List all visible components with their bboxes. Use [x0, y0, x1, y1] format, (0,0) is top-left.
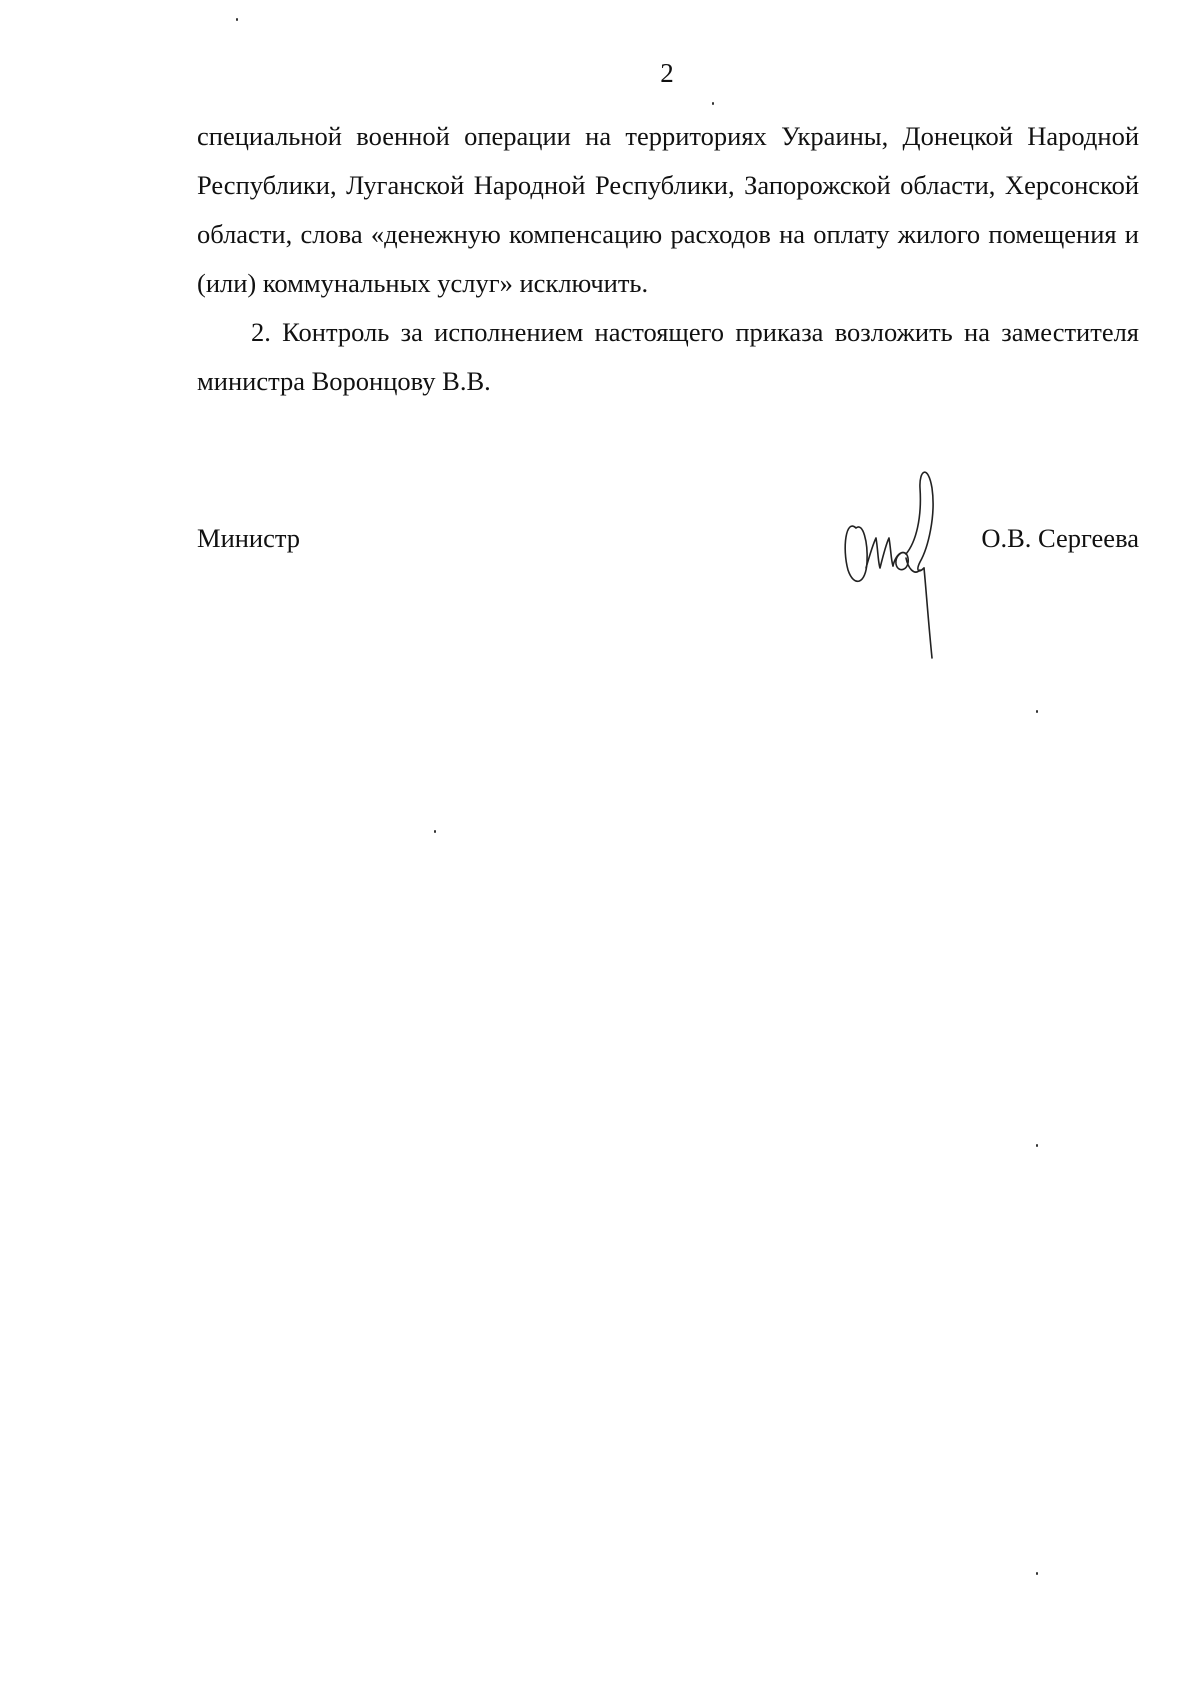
signatory-title: Министр [197, 523, 301, 553]
handwritten-signature [836, 458, 966, 663]
scan-speck [434, 830, 436, 833]
scan-speck [1036, 710, 1038, 713]
paragraph-continuation: специальной военной операции на территориях Украины, Донецкой Народной Республики, Луганской Народной Республики, Запорожской области, Херсонской области, слова «денежную компенсацию расходов на оплату жилого помещения и (или) коммунальных услуг» исключить. [197, 121, 1139, 298]
paragraph-item-2: 2. Контроль за исполнением настоящего приказа возложить на заместителя министра Воронцову В.В. [197, 317, 1139, 396]
scan-speck [712, 102, 714, 105]
signatory-name: О.В. Сергеева [981, 523, 1139, 553]
signature-block [197, 518, 1139, 558]
scan-speck [236, 18, 238, 21]
document-body [197, 112, 1139, 406]
scan-speck [1036, 1572, 1038, 1575]
scan-speck [1036, 1144, 1038, 1147]
page-number: 2 [660, 58, 674, 88]
